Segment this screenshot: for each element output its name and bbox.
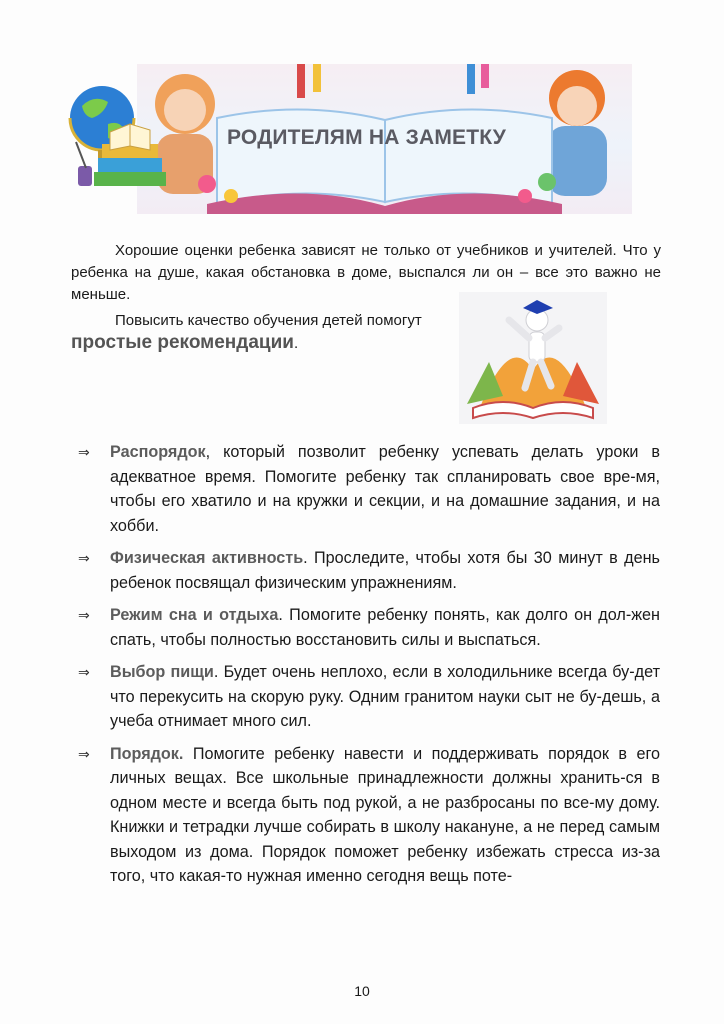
- list-item-text: [110, 546, 660, 595]
- arrow-bullet-icon: ⇒: [78, 550, 90, 566]
- lead-bold-text: простые рекомендации: [71, 332, 294, 353]
- lead-tail: .: [293, 335, 299, 352]
- intro-text: Хорошие оценки ребенка зависят не только от учебников и учителей. Что у ребенка на душе, какая обстановка в доме, выспался ли он – все это важно не меньше.: [71, 242, 661, 303]
- arrow-bullet-icon: ⇒: [78, 607, 90, 623]
- recommendations-list: [78, 440, 660, 897]
- item-body: , который позволит ребенку успевать делать уроки в адекватное время. Помогите ребенку так спланировать свое вре-мя, чтобы его хватило и на кружки и секции, и на домашние задания, и на хобби.: [110, 443, 660, 535]
- arrow-bullet-icon: ⇒: [78, 444, 90, 460]
- lead-text: Повысить качество обучения детей помогут: [115, 312, 422, 329]
- item-body: . Проследите, чтобы хотя бы 30 минут в день ребенок посвящал физическим упражнениям.: [110, 549, 660, 592]
- item-title: Физическая активность: [110, 549, 304, 567]
- list-item: [78, 440, 660, 538]
- arrow-bullet-icon: ⇒: [78, 745, 90, 762]
- item-title: Режим сна и отдыха: [110, 606, 279, 624]
- item-title: Выбор пищи: [110, 663, 214, 681]
- banner-title: РОДИТЕЛЯМ НА ЗАМЕТКУ: [227, 126, 507, 149]
- item-body: Помогите ребенку навести и поддерживать порядок в его личных вещах. Все школьные принадлежности должны хранить-ся в одном месте и всегда быть под рукой, а не разбросаны по все-му дому. Книжки и тетрадки лучше собирать в школу накануне, а не перед самым выходом из дома. Порядок поможет ребенку избежать стресса из-за того, что какая-то нужная именно сегодня вещь поте-: [110, 744, 660, 885]
- list-item-text: [110, 603, 660, 652]
- list-item: [78, 546, 660, 595]
- item-body: . Будет очень неплохо, если в холодильнике всегда бу-дет что перекусить на скорую руку. Одним гранитом науки сыт не бу-дешь, а учеба отнимает много сил.: [110, 663, 660, 730]
- list-item: [78, 660, 660, 734]
- list-item: [78, 742, 660, 889]
- list-item-text: [110, 742, 660, 889]
- recommendations-lead: [71, 310, 451, 355]
- item-title: Распорядок: [110, 443, 206, 461]
- list-item: [78, 603, 660, 652]
- item-body: . Помогите ребенку понять, как долго он дол-жен спать, чтобы полностью восстановить силы и выспаться.: [110, 606, 660, 649]
- page-number: 10: [354, 983, 370, 999]
- list-item-text: [110, 440, 660, 538]
- list-item-text: [110, 660, 660, 734]
- header-banner: [137, 64, 632, 214]
- item-title: Порядок.: [110, 744, 184, 763]
- graduate-figure-illustration: [459, 292, 607, 424]
- arrow-bullet-icon: ⇒: [78, 664, 90, 680]
- globe-books-icon: [64, 84, 168, 200]
